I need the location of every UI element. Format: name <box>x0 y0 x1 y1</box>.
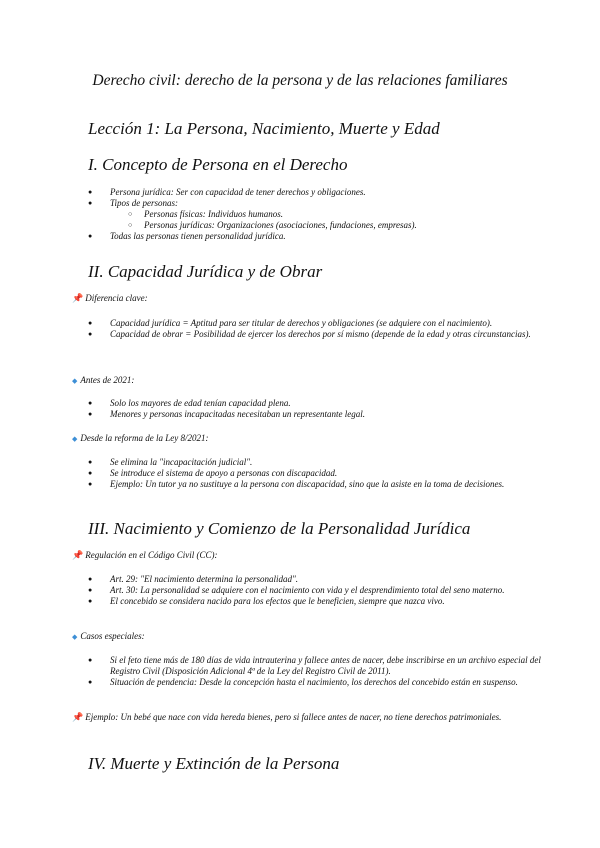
section-2-list-3 <box>72 457 542 490</box>
lesson-title: Lección 1: La Persona, Nacimiento, Muerte y Edad <box>88 119 440 138</box>
list-item: ● Solo los mayores de edad tenían capacidad plena. <box>72 398 542 409</box>
small-blue-diamond-icon: ◆ <box>72 633 78 641</box>
callout-text: Ejemplo: Un bebé que nace con vida hereda bienes, pero si fallece antes de nacer, no tiene derechos patrimoniales. <box>85 712 502 722</box>
list-item: ● Capacidad jurídica = Aptitud para ser titular de derechos y obligaciones (se adquiere con el nacimiento). <box>72 318 542 329</box>
section-2-list-2 <box>72 398 542 420</box>
callout-diferencia <box>72 293 552 304</box>
list-item: ● Capacidad de obrar = Posibilidad de ejercer los derechos por sí mismo (depende de la edad y otras circunstancias). <box>72 329 542 340</box>
list-item: ● El concebido se considera nacido para los efectos que le beneficien, siempre que nazca vivo. <box>72 596 542 607</box>
list-item: ● Todas las personas tienen personalidad jurídica. <box>72 231 542 242</box>
list-item: ● Se elimina la "incapacitación judicial". <box>72 457 542 468</box>
sub-list-item: ○ Personas jurídicas: Organizaciones (asociaciones, fundaciones, empresas). <box>72 220 542 231</box>
callout-ejemplo <box>72 712 552 723</box>
section-3-list-2 <box>72 655 542 688</box>
list-item: ● Persona jurídica: Ser con capacidad de tener derechos y obligaciones. <box>72 187 542 198</box>
small-blue-diamond-icon: ◆ <box>72 377 78 385</box>
list-item-label: Tipos de personas: <box>110 198 179 208</box>
pushpin-icon: 📌 <box>72 550 84 560</box>
pushpin-icon: 📌 <box>72 293 84 303</box>
section-3-heading: III. Nacimiento y Comienzo de la Personalidad Jurídica <box>88 519 471 538</box>
section-2-heading: II. Capacidad Jurídica y de Obrar <box>88 262 323 281</box>
list-item: ● Art. 30: La personalidad se adquiere con el nacimiento con vida y el desprendimiento total del seno materno. <box>72 585 542 596</box>
section-1-heading: I. Concepto de Persona en el Derecho <box>88 155 348 174</box>
list-item: ● Si el feto tiene más de 180 días de vida intrauterina y fallece antes de nacer, debe inscribirse en un archivo especial del Registro Civil (Disposición Adicional 4ª de la Ley del Registro Civil de 2011). <box>72 655 542 677</box>
callout-reforma-2021 <box>72 433 552 445</box>
callout-text: Antes de 2021: <box>80 375 135 385</box>
list-item: ● Situación de pendencia: Desde la concepción hasta el nacimiento, los derechos del concebido están en suspenso. <box>72 677 542 688</box>
sub-list-item: ○ Personas físicas: Individuos humanos. <box>72 209 542 220</box>
callout-text: Casos especiales: <box>80 631 145 641</box>
callout-text: Regulación en el Código Civil (CC): <box>85 550 218 560</box>
list-item: ● Ejemplo: Un tutor ya no sustituye a la persona con discapacidad, sino que la asiste en la toma de decisiones. <box>72 479 542 490</box>
section-1-list <box>72 187 542 242</box>
section-3-list-1 <box>72 574 542 607</box>
list-item: ● Art. 29: "El nacimiento determina la personalidad". <box>72 574 542 585</box>
document-title: Derecho civil: derecho de la persona y de las relaciones familiares <box>92 72 508 89</box>
list-item: ● Se introduce el sistema de apoyo a personas con discapacidad. <box>72 468 542 479</box>
list-item <box>72 198 542 231</box>
list-item: ● Menores y personas incapacitadas necesitaban un representante legal. <box>72 409 542 420</box>
callout-text: Desde la reforma de la Ley 8/2021: <box>80 433 209 443</box>
callout-antes-2021 <box>72 375 552 387</box>
callout-text: Diferencia clave: <box>85 293 148 303</box>
section-4-heading: IV. Muerte y Extinción de la Persona <box>88 754 340 773</box>
callout-casos-especiales <box>72 631 552 643</box>
small-blue-diamond-icon: ◆ <box>72 435 78 443</box>
callout-regulacion <box>72 550 552 561</box>
pushpin-icon: 📌 <box>72 712 84 722</box>
section-2-list-1 <box>72 318 542 340</box>
